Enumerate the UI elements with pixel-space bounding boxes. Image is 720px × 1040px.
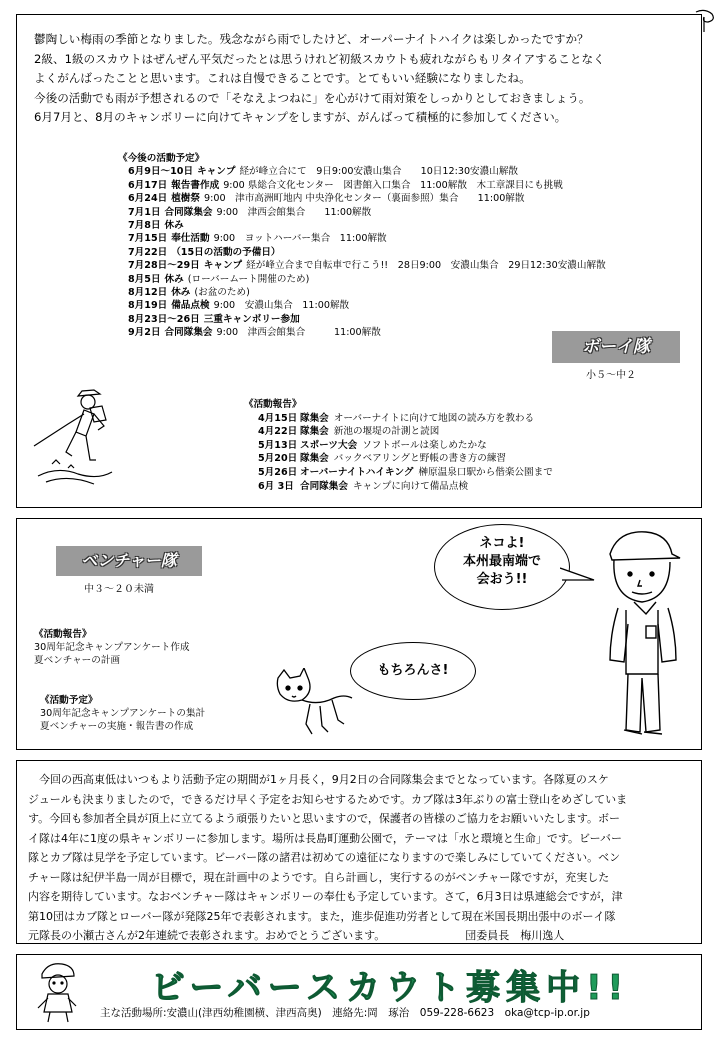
schedule-row: [118, 273, 606, 286]
report-row: [244, 439, 553, 453]
bubble-line: 会おう!!: [476, 572, 528, 587]
schedule-date: 6月17日: [128, 179, 168, 191]
beaver-scout-icon: [34, 960, 80, 1024]
boy-activity-report: [244, 398, 553, 493]
report-title: 隊集会: [300, 453, 329, 465]
venture-age-range: 中３～２０未満: [84, 584, 154, 595]
schedule-row: [118, 313, 606, 326]
report-date: 5月26日: [258, 466, 298, 478]
schedule-date: 8月19日: [128, 300, 168, 312]
schedule-row: [118, 206, 606, 219]
schedule-date: 8月12日: [128, 287, 168, 299]
schedule-row: [118, 299, 606, 312]
report-detail: 榊原温泉口駅から偕楽公園まで: [418, 466, 553, 478]
news-line: 今回の西高東低はいつもより活動予定の期間が1ヶ月長く，9月2日の合同隊集会までとなっています。各隊夏のスケ: [28, 773, 609, 786]
schedule-detail: 9:00 津西会館集合 11:00解散: [216, 206, 372, 218]
schedule-detail: 9:00 津市高洲町地内 中央浄化センター（裏面参照）集合 11:00解散: [204, 193, 525, 205]
schedule-title: 合同隊集会: [164, 327, 213, 339]
report-title: 隊集会: [300, 426, 329, 438]
cat-illustration: [272, 668, 356, 738]
intro-line: 2級、1級のスカウトはぜんぜん平気だったとは思うけれど初級スカウトも疲れながらもリタイアすることなく: [34, 51, 605, 66]
bubble-line: ネコよ!: [479, 536, 525, 551]
news-line: [28, 926, 694, 946]
schedule-title: 休み: [164, 273, 184, 285]
schedule-row: [118, 326, 606, 339]
venture-report: [34, 628, 190, 667]
news-text: [28, 770, 694, 946]
schedule-row: [118, 165, 606, 178]
schedule-row: [118, 192, 606, 205]
schedule-detail: 9:00 ヨットハーバー集合 11:00解散: [213, 233, 387, 245]
schedule-detail: 9:00 県総合文化センター 図書館入口集合 11:00解散 木工章課目にも挑戦: [223, 179, 563, 191]
schedule-title: 報告書作成: [171, 179, 220, 191]
report-detail: オーバーナイトに向けて地図の読み方を教わる: [333, 412, 535, 424]
report-date: 4月22日: [258, 426, 298, 438]
schedule-title: キャンプ: [203, 260, 243, 272]
boy-speech-bubble: [434, 524, 570, 610]
news-line: ジュールも決まりましたので，できるだけ早く予定をお知らせするためです。カブ隊は3年ぶりの富士登山をめざしていま: [28, 792, 628, 806]
news-last-line: 元隊長の小瀬古さんが2年連続で表彰されます。おめでとうございます。: [28, 929, 386, 942]
report-date: 6月 3日: [258, 480, 294, 492]
schedule-row: [118, 286, 606, 299]
report-date: 4月15日: [258, 412, 298, 424]
report-detail: ソフトボールは楽しめたかな: [362, 439, 487, 451]
news-line: チャー隊は紀伊半島一周が目標で，現在計画中のようです。自ら計画し，実行するのがベンチャー隊ですが，充実した: [28, 870, 610, 884]
report-row: [244, 425, 553, 439]
schedule-date: 8月5日: [128, 273, 161, 285]
intro-line: 今後の活動でも雨が予想されるので「そなえよつねに」を心がけて雨対策をしっかりとしておきましょう。: [34, 90, 591, 105]
schedule-date: 7月28日～29日: [128, 260, 200, 272]
boy-intro-text: [34, 30, 605, 128]
scout-boy-illustration: [588, 524, 692, 746]
venture-plan-item: 夏ベンチャーの実施・報告書の作成: [40, 721, 194, 732]
schedule-date: 7月15日: [128, 233, 168, 245]
hiker-scout-illustration: [28, 380, 118, 490]
bubble-line: 本州最南端で: [462, 554, 541, 569]
report-detail: キャンプに向けて備品点検: [352, 480, 469, 492]
report-title: オーバーナイトハイキング: [300, 466, 414, 478]
beaver-recruit-title: ビーバースカウト募集中!!: [150, 968, 630, 1008]
schedule-date: 6月9日～10日: [128, 166, 194, 178]
report-detail: バックベアリングと野帳の書き方の練習: [333, 453, 507, 465]
report-title: スポーツ大会: [300, 439, 358, 451]
boy-schedule: [118, 152, 606, 340]
report-row: [244, 466, 553, 480]
schedule-date: 7月8日: [128, 220, 161, 232]
venture-plan: [40, 694, 205, 733]
venture-report-heading: 《活動報告》: [34, 629, 92, 640]
venture-report-item: 30周年記念キャンプアンケート作成: [34, 642, 190, 653]
schedule-title: 休み: [164, 220, 184, 232]
schedule-title: キャンプ: [197, 166, 236, 178]
news-line: 内容を期待しています。なおベンチャー隊はキャンボリーの奉仕も予定しています。さて，6月3日は県連総会ですが，津: [28, 890, 623, 903]
news-line: イ隊は4年に1度の県キャンボリーに参加します。場所は長島町運動公園で，テーマは「水と環境と生命」です。ビーバー: [28, 831, 623, 845]
report-row: [244, 452, 553, 466]
report-title: 隊集会: [300, 412, 329, 424]
intro-line: 6月7月と、8月のキャンボリーに向けてキャンプをしますが、がんばって積極的に参加してください。: [34, 110, 567, 124]
intro-line: よくがんばったことと思います。これは自慢できることです。とてもいい経験になりましたね。: [34, 71, 531, 85]
boy-troop-label: ボーイ隊: [552, 331, 680, 363]
report-date: 5月20日: [258, 453, 298, 465]
venture-plan-heading: 《活動予定》: [40, 695, 98, 706]
schedule-row: [118, 219, 606, 232]
news-signature: 団委員長 梅川逸人: [465, 929, 565, 942]
report-detail: 新池の堰堤の計測と読図: [333, 426, 440, 438]
intro-line: 鬱陶しい梅雨の季節となりました。残念ながら雨でしたけど、オーパーナイトハイクは楽しかったですか？: [34, 32, 589, 46]
schedule-heading: 《今後の活動予定》: [118, 153, 205, 164]
schedule-detail: 経が峰立合にて 9日9:00安濃山集合 10日12:30安濃山解散: [239, 166, 519, 178]
boy-age-range: 小５～中２: [586, 370, 636, 381]
schedule-title: 備品点検: [171, 300, 210, 312]
venture-troop-label: ベンチャー隊: [56, 546, 202, 576]
schedule-date: 9月2日: [128, 327, 161, 339]
schedule-date: 6月24日: [128, 193, 168, 205]
report-title: 合同隊集会: [300, 480, 348, 492]
schedule-title: 植樹祭: [171, 193, 200, 205]
news-line: す。今回も参加者全員が頂上に立てるよう頑張りたいと思いますので，保護者の皆様のご協力をお願いいたします。ボー: [28, 812, 621, 825]
news-line: 隊とカブ隊は見学を予定しています。ビーバー隊の諸君は初めての遠征になりますので楽しみにしていてください。ベン: [28, 851, 621, 864]
report-row: [244, 412, 553, 426]
schedule-title: 三重キャンボリー参加: [203, 313, 300, 325]
report-row: [244, 480, 553, 494]
schedule-row: [118, 259, 606, 272]
schedule-date: 7月22日: [128, 246, 168, 258]
schedule-row: [118, 179, 606, 192]
schedule-date: 7月1日: [128, 206, 161, 218]
cat-speech-bubble: もちろんさ!: [350, 642, 476, 700]
schedule-title: （15日の活動の予備日）: [171, 246, 281, 258]
schedule-detail: (お盆のため): [194, 287, 250, 299]
schedule-detail: 9:00 安濃山集合 11:00解散: [213, 300, 350, 312]
news-line: 第10団はカブ隊とローバー隊が発隊25年で表彰されます。また，進歩促進功労者として現在米国長期出張中のボーイ隊: [28, 909, 616, 923]
schedule-detail: 経が峰立合まで自転車で行こう!! 28日9:00 安濃山集合 29日12:30安濃山解散: [246, 260, 606, 272]
scroll-curl-decoration: [694, 8, 716, 34]
venture-plan-item: 30周年記念キャンプアンケートの集計: [40, 708, 206, 719]
schedule-date: 8月23日～26日: [128, 313, 200, 325]
schedule-title: 休み: [171, 287, 191, 299]
contact-info: 主な活動場所:安濃山(津西幼稚園横、津西高奥) 連絡先:岡 琢治 059-228-6623 oka@tcp-ip.or.jp: [100, 1007, 590, 1019]
schedule-title: 合同隊集会: [164, 206, 213, 218]
schedule-row: [118, 232, 606, 245]
report-date: 5月13日: [258, 439, 298, 451]
report-heading: 《活動報告》: [244, 399, 302, 410]
schedule-row: [118, 246, 606, 259]
schedule-detail: 9:00 津西会館集合 11:00解散: [216, 327, 381, 339]
schedule-detail: (ローバームート開催のため): [187, 273, 310, 285]
schedule-title: 奉仕活動: [171, 233, 210, 245]
venture-report-item: 夏ベンチャーの計画: [34, 655, 121, 666]
